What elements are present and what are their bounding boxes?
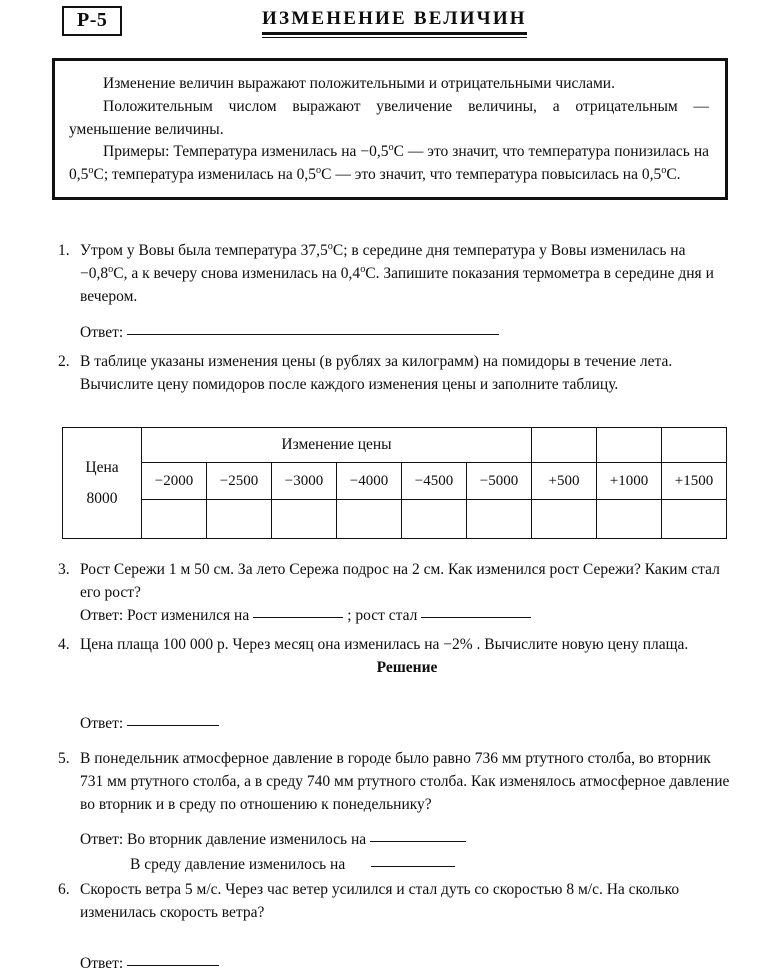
task-6-statement [58,879,734,925]
task-5-answer-blank-2[interactable] [371,866,455,867]
answer-cell[interactable] [337,500,402,539]
theory-paragraph-3 [69,141,709,187]
answer-cell[interactable] [532,500,597,539]
task-5-text: В понедельник атмосферное давление в городе было равно 736 мм ртутного столба, во вторник 731 мм ртутного столба, а в среду 740 мм ртутного столба. Как изменялось атмосферное давление во вторник и в среду по отношению к понедельнику? [80,750,730,813]
degree-icon: o [316,164,322,176]
task-6-answer-blank[interactable] [127,965,219,966]
task-2 [58,351,734,397]
table-row-changes [63,463,727,500]
task-6 [58,879,734,975]
change-cell: −3000 [272,463,337,500]
task-6-answer-label: Ответ: [80,954,124,972]
degree-icon: o [661,164,667,176]
task-3-answer-blank-1[interactable] [253,617,343,618]
task-2-text: В таблице указаны изменения цены (в рублях за килограмм) на помидоры в течение лета. Вычислите цену помидоров после каждого изменения цены и заполните таблицу. [80,353,673,393]
theory-paragraph-2: Положительным числом выражают увеличение величины, а отрицательным — уменьшение величины. [69,97,709,138]
degree-icon: o [88,164,94,176]
answer-cell[interactable] [597,500,662,539]
task-5-answer-label-2: В среду давление изменилось на [130,856,346,874]
task-3 [58,559,734,627]
task-1-text-part3: С, а к вечеру снова изменилась на 0,4 [113,264,361,282]
theory-box [52,58,728,200]
task-1 [58,240,734,345]
task-5-number: 5. [58,750,70,767]
task-4 [58,634,734,736]
task-4-answer-label: Ответ: [80,714,124,732]
task-5 [58,748,734,877]
degree-icon: o [360,263,366,275]
task-2-number: 2. [58,353,70,370]
task-3-statement [58,559,734,605]
task-5-answer-blank-1[interactable] [370,841,466,842]
answer-cell[interactable] [142,500,207,539]
task-4-number: 4. [58,636,70,653]
change-cell: −5000 [467,463,532,500]
answer-cell[interactable] [467,500,532,539]
table-row-answers [63,500,727,539]
task-3-answer-label: Ответ: Рост изменился на [80,606,250,624]
answer-cell[interactable] [402,500,467,539]
blank-header-cell [662,428,727,463]
task-5-answer-label-1: Ответ: Во вторник давление изменилось на [80,831,367,849]
theory-paragraph-1: Изменение величин выражают положительными и отрицательными числами. [103,75,615,92]
answer-cell[interactable] [207,500,272,539]
worksheet-code-badge: Р-5 [62,6,122,36]
task-5-answer-row-1 [80,829,734,852]
task-4-text: Цена плаща 100 000 р. Через месяц она изменилась на −2% . Вычислите новую цену плаща. [80,636,689,653]
task-4-answer-blank[interactable] [127,725,219,726]
theory-p3-part4: С — это значит, что температура повысилась на 0,5 [321,166,662,184]
change-cell: +500 [532,463,597,500]
change-cell: +1000 [597,463,662,500]
theory-p3-part1: Примеры: Температура изменилась на −0,5 [103,143,389,161]
task-1-text-part4: С. Запишите показания термометра в середине дня и вечером. [80,264,714,305]
task-4-statement [58,634,734,657]
degree-icon: o [388,142,394,154]
change-cell: −2000 [142,463,207,500]
task-1-answer-blank[interactable] [127,334,499,335]
change-header: Изменение цены [142,428,532,463]
task-4-answer-row [80,713,734,736]
task-1-number: 1. [58,242,70,259]
page-title-block [262,8,527,38]
task-3-text: Рост Сережи 1 м 50 см. За лето Сережа подрос на 2 см. Как изменился рост Сережи? Каким стал его рост? [80,561,720,601]
task-2-statement [58,351,734,397]
change-cell: −4000 [337,463,402,500]
task-6-number: 6. [58,881,70,898]
price-cell [63,428,142,539]
price-value: 8000 [86,490,118,507]
blank-header-cell [597,428,662,463]
task-3-answer-row [80,605,734,628]
page-title: ИЗМЕНЕНИЕ ВЕЛИЧИН [262,8,527,29]
task-1-answer-label: Ответ: [80,324,124,342]
task-1-text-part1: Утром у Вовы была температура 37,5 [80,242,328,259]
change-cell: −2500 [207,463,272,500]
theory-p3-part2: С — это значит, что температура понизилась на 0,5 [69,143,709,184]
page-header [0,0,768,46]
price-label: Цена [85,459,119,476]
price-change-table [62,427,727,539]
table-row-header [63,428,727,463]
answer-cell[interactable] [272,500,337,539]
task-3-number: 3. [58,561,70,578]
task-6-answer-row [80,953,734,975]
task-1-text-part2: С; в середине дня температура у Вовы изменилась на −0,8 [80,242,686,282]
task-3-answer-mid: ; рост стал [347,606,418,624]
task-1-statement [58,240,734,308]
theory-p3-part3: С; температура изменилась на 0,5 [93,166,317,184]
task-5-statement [58,748,734,816]
change-cell: −4500 [402,463,467,500]
task-6-text: Скорость ветра 5 м/с. Через час ветер усилился и стал дуть со скоростью 8 м/с. На сколько изменилась скорость ветра? [80,881,680,921]
task-1-text [80,240,734,308]
degree-icon: o [327,240,333,252]
answer-cell[interactable] [662,500,727,539]
title-underline [262,32,527,38]
change-cell: +1500 [662,463,727,500]
blank-header-cell [532,428,597,463]
degree-icon: o [108,263,114,275]
task-1-answer-row [80,322,734,345]
theory-p3-part5: С. [666,166,681,184]
task-3-answer-blank-2[interactable] [421,617,531,618]
task-4-solution-label: Решение [376,658,438,676]
task-5-answer-row-2 [130,854,734,877]
